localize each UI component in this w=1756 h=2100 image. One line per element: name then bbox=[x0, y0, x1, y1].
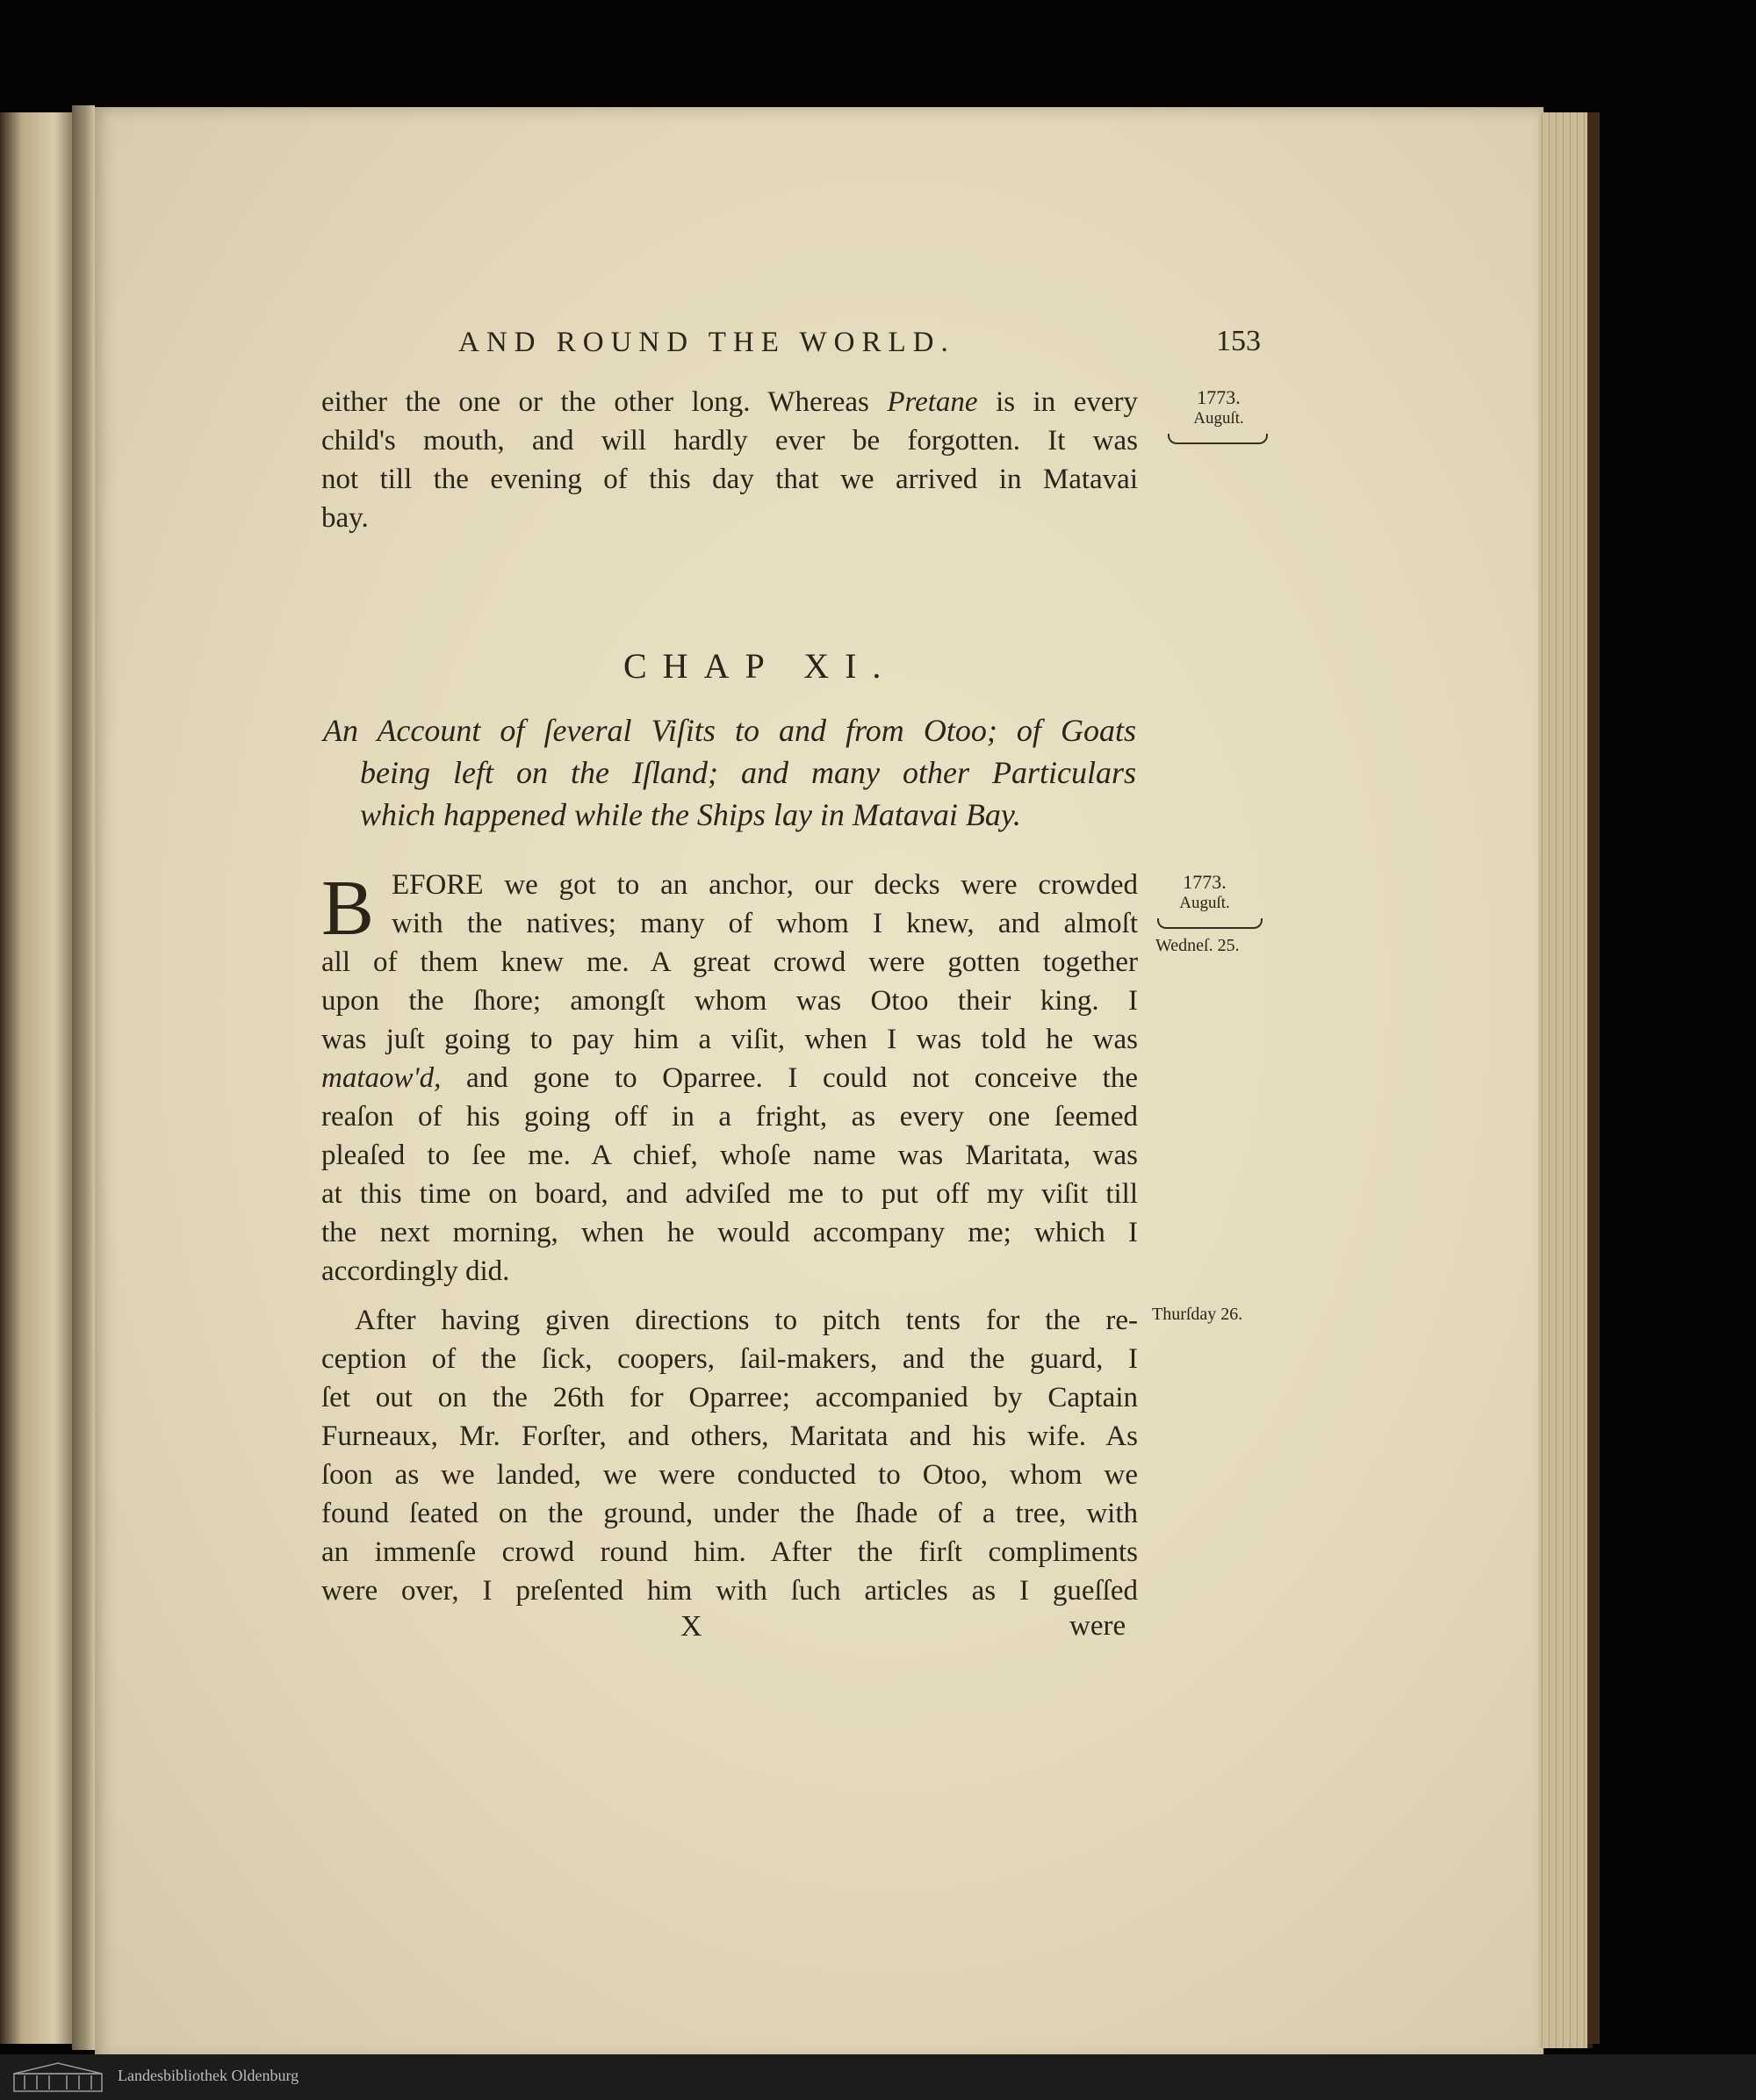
book-gutter bbox=[72, 105, 95, 2050]
text-line: all of them knew me. A great crowd were gotten together bbox=[321, 946, 1138, 978]
margin-brace bbox=[1168, 434, 1268, 444]
chapter-heading: CHAP XI. bbox=[623, 646, 897, 686]
text-line: not till the evening of this day that we arrived in Matavai bbox=[321, 464, 1138, 495]
text-line: EFORE we got to an anchor, our decks were crowded bbox=[392, 869, 1138, 901]
margin-note-year: 1773. bbox=[1183, 871, 1227, 893]
book-cover-edge bbox=[1587, 112, 1600, 2044]
text-line: at this time on board, and adviſed me to put off my viſit till bbox=[321, 1178, 1138, 1210]
text-line bbox=[321, 1059, 1138, 1097]
margin-note-date: Wedneſ. 25. bbox=[1155, 936, 1240, 955]
footer-bar bbox=[0, 2054, 1756, 2100]
text-span: either the one or the other long. Whereas bbox=[321, 386, 888, 418]
page-number: 153 bbox=[1216, 325, 1261, 357]
margin-note-date: Thurſday 26. bbox=[1152, 1305, 1243, 1324]
left-page-edge bbox=[0, 112, 72, 2044]
chapter-summary-line: An Account of ſeveral Viſits to and from Otoo; of Goats bbox=[323, 713, 1136, 748]
chapter-summary-line: being left on the Iſland; and many other Particulars bbox=[360, 755, 1136, 790]
running-head: AND ROUND THE WORLD. bbox=[458, 327, 955, 358]
text-line: were over, I preſented him with ſuch articles as I gueſſed bbox=[321, 1575, 1138, 1607]
library-building-icon bbox=[12, 2061, 104, 2093]
text-line: was juſt going to pay him a viſit, when I was told he was bbox=[321, 1024, 1138, 1055]
text-line: upon the ſhore; amongſt whom was Otoo their king. I bbox=[321, 985, 1138, 1017]
text-span: and gone to Oparree. I could not conceive the bbox=[441, 1062, 1138, 1094]
italic-word: Pretane bbox=[887, 386, 978, 418]
text-line: reaſon of his going off in a fright, as every one ſeemed bbox=[321, 1101, 1138, 1133]
text-line: ception of the ſick, coopers, ſail-makers, and the guard, I bbox=[321, 1343, 1138, 1375]
text-line: an immenſe crowd round him. After the firſt compliments bbox=[321, 1536, 1138, 1568]
text-line: Furneaux, Mr. Forſter, and others, Maritata and his wife. As bbox=[321, 1420, 1138, 1452]
text-line: After having given directions to pitch tents for the re- bbox=[355, 1305, 1138, 1336]
text-line: pleaſed to ſee me. A chief, whoſe name was Maritata, was bbox=[321, 1140, 1138, 1171]
text-line: accordingly did. bbox=[321, 1255, 510, 1287]
margin-note-year: 1773. bbox=[1197, 386, 1241, 408]
library-name: Landesbibliothek Oldenburg bbox=[118, 2067, 299, 2084]
margin-brace bbox=[1157, 918, 1263, 929]
margin-note-month: Auguſt. bbox=[1179, 894, 1230, 912]
text-line: bay. bbox=[321, 502, 369, 534]
chapter-summary-line: which happened while the Ships lay in Matavai Bay. bbox=[360, 797, 1021, 832]
text-line: ſoon as we landed, we were conducted to Otoo, whom we bbox=[321, 1459, 1138, 1491]
text-line: ſet out on the 26th for Oparree; accompanied by Captain bbox=[321, 1382, 1138, 1413]
text-line: child's mouth, and will hardly ever be forgotten. It was bbox=[321, 425, 1138, 457]
italic-word: mataow'd, bbox=[321, 1062, 442, 1094]
signature-mark: X bbox=[680, 1610, 702, 1643]
margin-note-month: Auguſt. bbox=[1193, 409, 1244, 428]
text-line: with the natives; many of whom I knew, and almoſt bbox=[392, 908, 1138, 939]
text-span: is in every bbox=[977, 386, 1138, 418]
text-line: the next morning, when he would accompany me; which I bbox=[321, 1217, 1138, 1248]
drop-cap: B bbox=[321, 865, 375, 952]
text-line: found ſeated on the ground, under the ſhade of a tree, with bbox=[321, 1498, 1138, 1529]
text-line bbox=[321, 383, 1138, 421]
page-edges bbox=[1538, 112, 1593, 2048]
catchword: were bbox=[1069, 1610, 1126, 1642]
